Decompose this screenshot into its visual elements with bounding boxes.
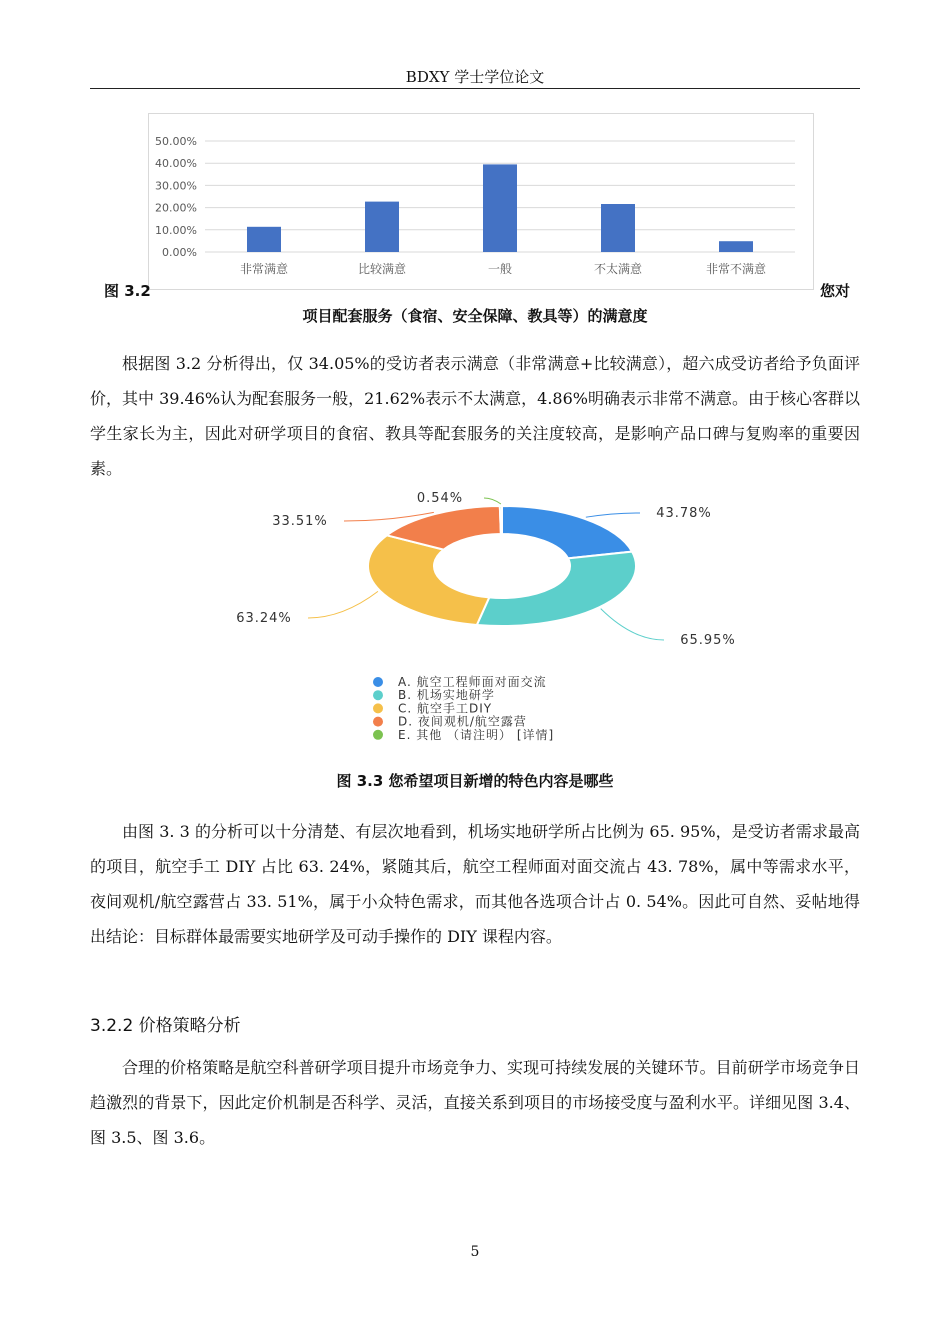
donut-value-label: 63.24% bbox=[236, 611, 292, 626]
donut-legend-label: E. 其他 （请注明） [详情] bbox=[398, 727, 555, 742]
donut-value-label: 0.54% bbox=[416, 491, 464, 506]
bar-chart-y-tick: 30.00% bbox=[155, 179, 197, 193]
bar-chart-category-label: 一般 bbox=[487, 262, 513, 276]
donut-leader-line bbox=[484, 498, 501, 504]
bar-chart-category-label: 比较满意 bbox=[357, 262, 407, 276]
figure-3-2-trailing-text: 您对 bbox=[820, 282, 851, 300]
bar-chart-y-tick: 40.00% bbox=[155, 157, 197, 171]
donut-legend-label: B. 机场实地研学 bbox=[398, 688, 495, 703]
figure-3-2-caption: 项目配套服务（食宿、安全保障、教具等）的满意度 bbox=[302, 307, 648, 325]
donut-leader-line bbox=[308, 591, 378, 618]
donut-legend-marker bbox=[373, 677, 383, 687]
bar-chart-bar bbox=[719, 241, 753, 252]
donut-legend-label: D. 夜间观机/航空露营 bbox=[398, 714, 527, 729]
paragraph-2: 由图 3. 3 的分析可以十分清楚、有层次地看到，机场实地研学所占比例为 65. 95%，是受访者需求最高的项目，航空手工 DIY 占比 63. 24%，紧随其后，航空工程师面对面交流占 43. 78%，属中等需求水平，夜间观机/航空露营占 33. 51%，属于小众特色需求，而其他各选项合计占 0. 54%。因此可自然、妥帖地得出结论：目标群体最需要实地研学及可动手操作的 DIY 课程内容。 bbox=[90, 822, 860, 946]
bar-chart-category-label: 非常不满意 bbox=[705, 262, 767, 276]
header-rule bbox=[90, 88, 860, 89]
donut-legend-label: C. 航空手工DIY bbox=[398, 701, 493, 716]
bar-chart bbox=[149, 114, 813, 289]
donut-chart bbox=[200, 488, 760, 753]
bar-chart-bar bbox=[247, 227, 281, 252]
bar-chart-y-tick: 20.00% bbox=[155, 201, 197, 215]
bar-chart-bar bbox=[483, 164, 517, 252]
section-heading: 3.2.2 价格策略分析 bbox=[90, 1016, 241, 1036]
donut-legend-marker bbox=[373, 703, 383, 713]
donut-slice bbox=[477, 552, 636, 626]
paragraph-3: 合理的价格策略是航空科普研学项目提升市场竞争力、实现可持续发展的关键环节。目前研学市场竞争日趋激烈的背景下，因此定价机制是否科学、灵活，直接关系到项目的市场接受度与盈利水平。详细见图 3.4、图 3.5、图 3.6。 bbox=[90, 1058, 860, 1147]
paragraph-1: 根据图 3.2 分析得出，仅 34.05%的受访者表示满意（非常满意+比较满意），超六成受访者给予负面评价，其中 39.46%认为配套服务一般，21.62%表示不太满意，4.86%明确表示非常不满意。由于核心客群以学生家长为主，因此对研学项目的食宿、教具等配套服务的关注度较高，是影响产品口碑与复购率的重要因素。 bbox=[90, 354, 860, 478]
bar-chart-bar bbox=[601, 204, 635, 252]
donut-leader-line bbox=[601, 609, 664, 640]
donut-legend-marker bbox=[373, 730, 383, 740]
bar-chart-bar bbox=[365, 202, 399, 252]
bar-chart-y-tick: 0.00% bbox=[162, 246, 197, 259]
page-number: 5 bbox=[470, 1244, 480, 1260]
figure-3-3-caption: 图 3.3 您希望项目新增的特色内容是哪些 bbox=[336, 772, 614, 790]
bar-chart-y-tick: 10.00% bbox=[155, 223, 197, 237]
figure-3-2-label: 图 3.2 bbox=[104, 282, 151, 300]
bar-chart-category-label: 非常满意 bbox=[239, 262, 289, 276]
donut-legend-label: A. 航空工程师面对面交流 bbox=[398, 675, 547, 689]
donut-value-label: 65.95% bbox=[680, 633, 736, 648]
bar-chart-category-label: 不太满意 bbox=[593, 262, 643, 276]
donut-legend-marker bbox=[373, 717, 383, 727]
donut-legend-marker bbox=[373, 690, 383, 700]
donut-slice bbox=[500, 506, 502, 534]
bar-chart-y-tick: 50.00% bbox=[155, 135, 197, 148]
donut-value-label: 33.51% bbox=[272, 514, 328, 529]
donut-leader-line bbox=[586, 513, 640, 517]
bar-chart-frame bbox=[148, 113, 814, 290]
running-header: BDXY 学士学位论文 bbox=[405, 68, 545, 86]
donut-slice bbox=[368, 535, 489, 625]
donut-value-label: 43.78% bbox=[656, 506, 712, 521]
